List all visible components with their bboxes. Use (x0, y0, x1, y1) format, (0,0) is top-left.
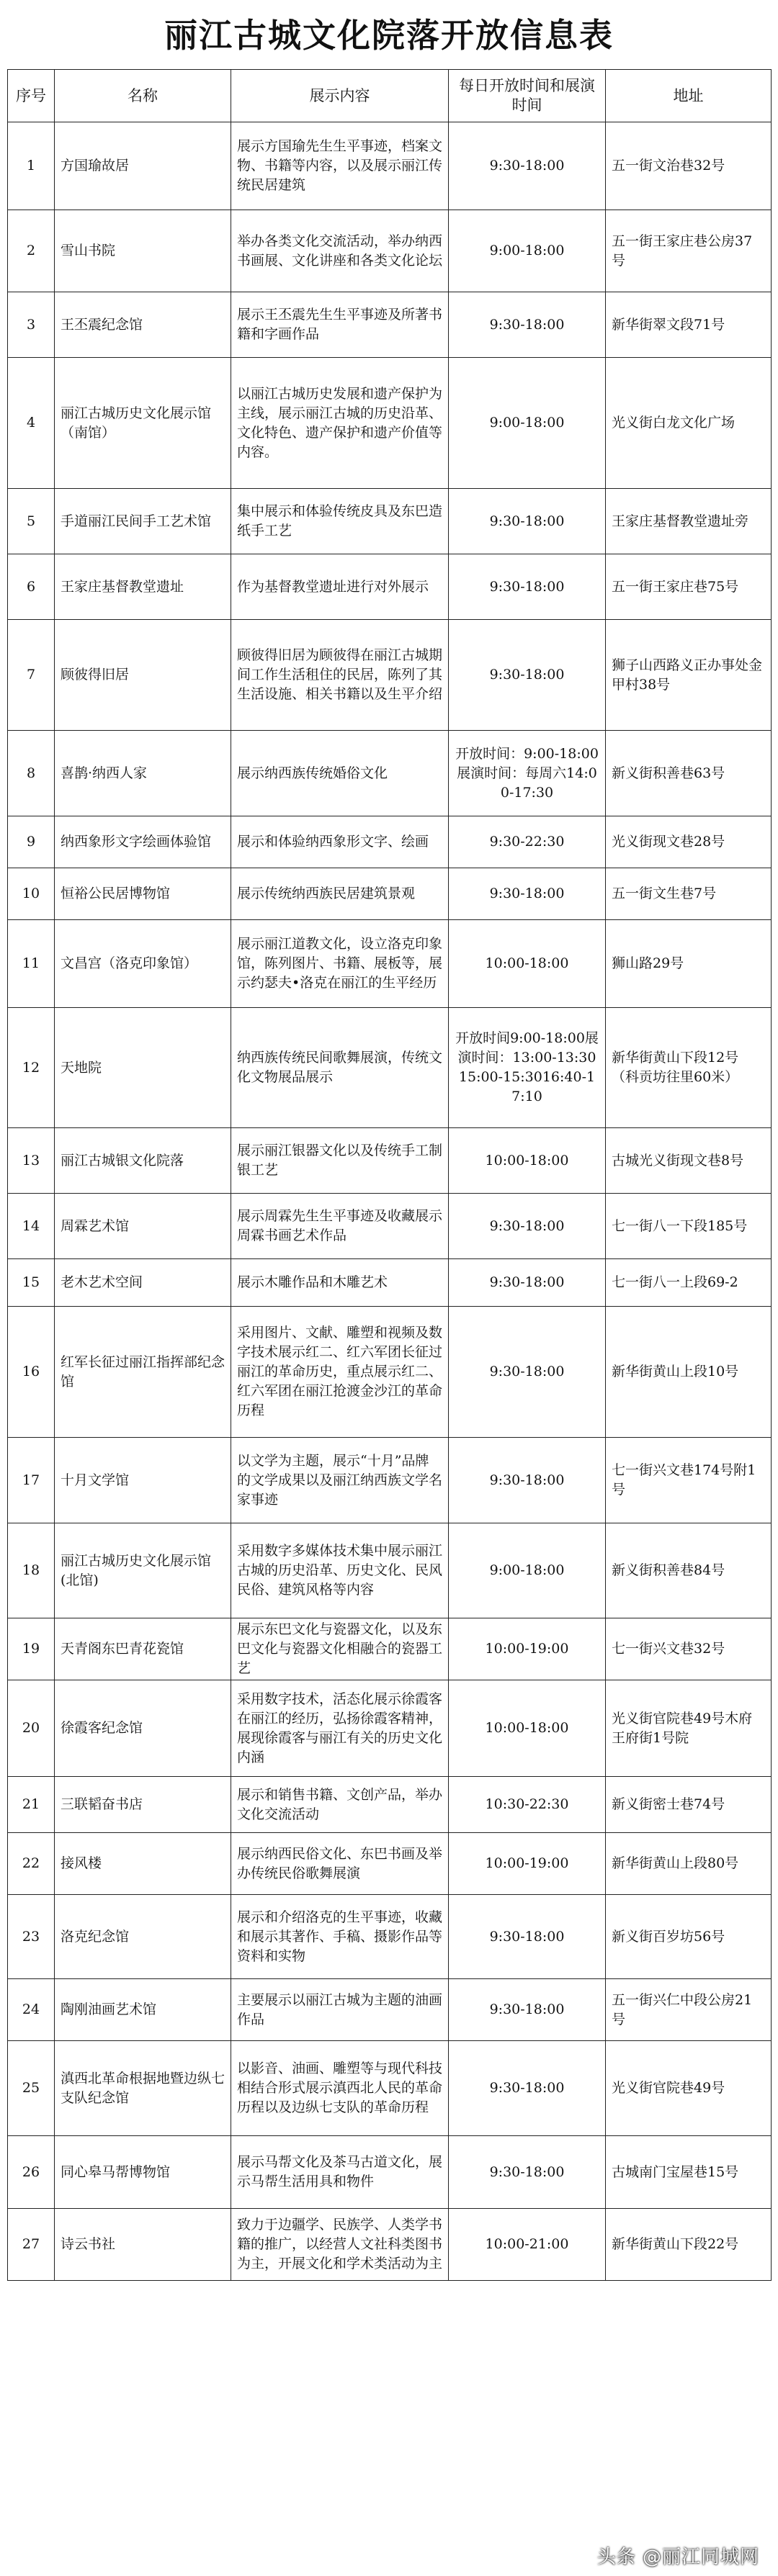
cell-time: 开放时间9:00-18:00展演时间：13:00-13:3015:00-15:3016:40-17:10 (449, 1008, 606, 1128)
cell-name: 手道丽江民间手工艺术馆 (55, 489, 231, 554)
cell-time: 10:00-19:00 (449, 1618, 606, 1680)
table-row (8, 2209, 772, 2281)
cell-desc: 展示丽江道教文化，设立洛克印象馆，陈列图片、书籍、展板等，展示约瑟夫•洛克在丽江的生平经历 (231, 920, 449, 1008)
cell-addr: 新华街黄山下段12号（科贡坊往里60米） (606, 1008, 772, 1128)
cell-no: 3 (8, 292, 55, 358)
cell-time: 9:30-22:30 (449, 816, 606, 868)
cell-addr: 新华街黄山上段10号 (606, 1307, 772, 1438)
cell-time: 9:30-18:00 (449, 1438, 606, 1523)
table-row (8, 1438, 772, 1523)
cell-name: 诗云书社 (55, 2209, 231, 2281)
cell-no: 10 (8, 868, 55, 920)
cell-desc: 以丽江古城历史发展和遗产保护为主线，展示丽江古城的历史沿革、文化特色、遗产保护和遗产价值等内容。 (231, 358, 449, 489)
cell-desc: 以影音、油画、雕塑等与现代科技相结合形式展示滇西北人民的革命历程以及边纵七支队的革命历程 (231, 2041, 449, 2136)
cell-desc: 顾彼得旧居为顾彼得在丽江古城期间工作生活租住的民居，陈列了其生活设施、相关书籍以及生平介绍 (231, 620, 449, 731)
info-table (7, 69, 772, 2281)
cell-desc: 展示王丕震先生生平事迹及所著书籍和字画作品 (231, 292, 449, 358)
table-row (8, 920, 772, 1008)
table-row (8, 1008, 772, 1128)
cell-name: 纳西象形文字绘画体验馆 (55, 816, 231, 868)
cell-addr: 七一街兴文巷174号附1号 (606, 1438, 772, 1523)
cell-desc: 以文学为主题，展示“十月”品牌的文学成果以及丽江纳西族文学名家事迹 (231, 1438, 449, 1523)
cell-no: 8 (8, 731, 55, 816)
cell-name: 文昌宫（洛克印象馆） (55, 920, 231, 1008)
table-row (8, 292, 772, 358)
cell-desc: 纳西族传统民间歌舞展演，传统文化文物展品展示 (231, 1008, 449, 1128)
cell-time: 9:30-18:00 (449, 2136, 606, 2209)
cell-addr: 五一街王家庄巷公房37号 (606, 210, 772, 292)
cell-no: 26 (8, 2136, 55, 2209)
cell-time: 9:30-18:00 (449, 1895, 606, 1979)
cell-no: 22 (8, 1833, 55, 1895)
cell-desc: 展示方国瑜先生生平事迹，档案文物、书籍等内容，以及展示丽江传统民居建筑 (231, 122, 449, 210)
cell-desc: 致力于边疆学、民族学、人类学书籍的推广，以经营人文社科类图书为主，开展文化和学术类活动为主 (231, 2209, 449, 2281)
cell-desc: 展示东巴文化与瓷器文化，以及东巴文化与瓷器文化相融合的瓷器工艺 (231, 1618, 449, 1680)
cell-no: 9 (8, 816, 55, 868)
cell-addr: 新华街翠文段71号 (606, 292, 772, 358)
cell-time: 9:00-18:00 (449, 210, 606, 292)
cell-name: 十月文学馆 (55, 1438, 231, 1523)
cell-name: 王丕震纪念馆 (55, 292, 231, 358)
cell-no: 11 (8, 920, 55, 1008)
table-row (8, 1680, 772, 1777)
cell-name: 丽江古城银文化院落 (55, 1128, 231, 1194)
header-desc: 展示内容 (231, 70, 449, 122)
cell-addr: 古城光义街现文巷8号 (606, 1128, 772, 1194)
header-row (8, 70, 772, 122)
cell-name: 老木艺术空间 (55, 1259, 231, 1307)
cell-no: 17 (8, 1438, 55, 1523)
cell-addr: 五一街王家庄巷75号 (606, 554, 772, 620)
cell-desc: 展示传统纳西族民居建筑景观 (231, 868, 449, 920)
cell-desc: 展示和介绍洛克的生平事迹，收藏和展示其著作、手稿、摄影作品等资料和实物 (231, 1895, 449, 1979)
table-row (8, 731, 772, 816)
header-addr: 地址 (606, 70, 772, 122)
table-row (8, 868, 772, 920)
cell-name: 三联韬奋书店 (55, 1777, 231, 1833)
cell-addr: 新义街积善巷63号 (606, 731, 772, 816)
cell-no: 4 (8, 358, 55, 489)
table-row (8, 2136, 772, 2209)
cell-desc: 主要展示以丽江古城为主题的油画作品 (231, 1979, 449, 2041)
cell-no: 13 (8, 1128, 55, 1194)
cell-desc: 展示纳西族传统婚俗文化 (231, 731, 449, 816)
cell-desc: 举办各类文化交流活动，举办纳西书画展、文化讲座和各类文化论坛 (231, 210, 449, 292)
cell-time: 9:00-18:00 (449, 1523, 606, 1618)
cell-time: 9:00-18:00 (449, 358, 606, 489)
table-row (8, 1259, 772, 1307)
cell-time: 9:30-18:00 (449, 1259, 606, 1307)
cell-addr: 七一街八一下段185号 (606, 1194, 772, 1259)
cell-no: 2 (8, 210, 55, 292)
cell-name: 方国瑜故居 (55, 122, 231, 210)
cell-name: 徐霞客纪念馆 (55, 1680, 231, 1777)
cell-time: 9:30-18:00 (449, 868, 606, 920)
cell-desc: 采用数字技术，活态化展示徐霞客在丽江的经历，弘扬徐霞客精神，展现徐霞客与丽江有关的历史文化内涵 (231, 1680, 449, 1777)
cell-addr: 狮山路29号 (606, 920, 772, 1008)
cell-desc: 采用数字多媒体技术集中展示丽江古城的历史沿革、历史文化、民风民俗、建筑风格等内容 (231, 1523, 449, 1618)
page-title: 丽江古城文化院落开放信息表 (164, 16, 614, 55)
cell-time: 10:00-18:00 (449, 1680, 606, 1777)
cell-desc: 展示和体验纳西象形文字、绘画 (231, 816, 449, 868)
cell-addr: 新华街黄山下段22号 (606, 2209, 772, 2281)
cell-name: 周霖艺术馆 (55, 1194, 231, 1259)
cell-time: 9:30-18:00 (449, 1194, 606, 1259)
table-row (8, 816, 772, 868)
cell-no: 20 (8, 1680, 55, 1777)
cell-time: 10:00-18:00 (449, 1128, 606, 1194)
cell-no: 6 (8, 554, 55, 620)
cell-desc: 展示马帮文化及茶马古道文化，展示马帮生活用具和物件 (231, 2136, 449, 2209)
cell-name: 同心皋马帮博物馆 (55, 2136, 231, 2209)
header-no: 序号 (8, 70, 55, 122)
cell-name: 恒裕公民居博物馆 (55, 868, 231, 920)
cell-addr: 新义街密士巷74号 (606, 1777, 772, 1833)
cell-time: 9:30-18:00 (449, 1307, 606, 1438)
table-row (8, 122, 772, 210)
cell-desc: 展示周霖先生生平事迹及收藏展示周霖书画艺术作品 (231, 1194, 449, 1259)
cell-no: 14 (8, 1194, 55, 1259)
table-row (8, 1128, 772, 1194)
table-row (8, 1777, 772, 1833)
cell-addr: 光义街白龙文化广场 (606, 358, 772, 489)
cell-time: 10:00-18:00 (449, 920, 606, 1008)
table-row (8, 1523, 772, 1618)
header-time: 每日开放时间和展演时间 (449, 70, 606, 122)
cell-no: 24 (8, 1979, 55, 2041)
cell-addr: 光义街官院巷49号 (606, 2041, 772, 2136)
cell-name: 接风楼 (55, 1833, 231, 1895)
cell-desc: 作为基督教堂遗址进行对外展示 (231, 554, 449, 620)
cell-desc: 采用图片、文献、雕塑和视频及数字技术展示红二、红六军团长征过丽江的革命历史，重点展示红二、红六军团在丽江抢渡金沙江的革命历程 (231, 1307, 449, 1438)
cell-time: 9:30-18:00 (449, 292, 606, 358)
cell-no: 12 (8, 1008, 55, 1128)
cell-desc: 展示丽江银器文化以及传统手工制银工艺 (231, 1128, 449, 1194)
table-row (8, 489, 772, 554)
cell-time: 9:30-18:00 (449, 620, 606, 731)
cell-name: 红军长征过丽江指挥部纪念馆 (55, 1307, 231, 1438)
cell-no: 25 (8, 2041, 55, 2136)
cell-time: 开放时间：9:00-18:00展演时间：每周六14:00-17:30 (449, 731, 606, 816)
cell-desc: 集中展示和体验传统皮具及东巴造纸手工艺 (231, 489, 449, 554)
cell-time: 10:00-19:00 (449, 1833, 606, 1895)
cell-time: 10:00-21:00 (449, 2209, 606, 2281)
cell-time: 9:30-18:00 (449, 554, 606, 620)
table-row (8, 554, 772, 620)
cell-no: 5 (8, 489, 55, 554)
cell-time: 10:30-22:30 (449, 1777, 606, 1833)
cell-name: 洛克纪念馆 (55, 1895, 231, 1979)
watermark: 头条 @丽江同城网 (596, 2546, 759, 2568)
cell-no: 21 (8, 1777, 55, 1833)
cell-addr: 王家庄基督教堂遗址旁 (606, 489, 772, 554)
cell-time: 9:30-18:00 (449, 1979, 606, 2041)
cell-name: 雪山书院 (55, 210, 231, 292)
cell-addr: 五一街兴仁中段公房21号 (606, 1979, 772, 2041)
cell-no: 7 (8, 620, 55, 731)
cell-addr: 光义街现文巷28号 (606, 816, 772, 868)
table-row (8, 1895, 772, 1979)
cell-addr: 五一街文生巷7号 (606, 868, 772, 920)
cell-addr: 古城南门宝屋巷15号 (606, 2136, 772, 2209)
cell-addr: 光义街官院巷49号木府王府街1号院 (606, 1680, 772, 1777)
cell-addr: 七一街八一上段69-2 (606, 1259, 772, 1307)
cell-addr: 五一街文治巷32号 (606, 122, 772, 210)
cell-desc: 展示和销售书籍、文创产品，举办文化交流活动 (231, 1777, 449, 1833)
cell-addr: 狮子山西路义正办事处金甲村38号 (606, 620, 772, 731)
cell-desc: 展示木雕作品和木雕艺术 (231, 1259, 449, 1307)
cell-no: 1 (8, 122, 55, 210)
cell-addr: 七一街兴文巷32号 (606, 1618, 772, 1680)
cell-name: 天青阁东巴青花瓷馆 (55, 1618, 231, 1680)
cell-addr: 新义街百岁坊56号 (606, 1895, 772, 1979)
cell-name: 天地院 (55, 1008, 231, 1128)
cell-name: 滇西北革命根据地暨边纵七支队纪念馆 (55, 2041, 231, 2136)
cell-name: 王家庄基督教堂遗址 (55, 554, 231, 620)
table-row (8, 2041, 772, 2136)
table-row (8, 1833, 772, 1895)
cell-name: 丽江古城历史文化展示馆(北馆) (55, 1523, 231, 1618)
cell-no: 23 (8, 1895, 55, 1979)
cell-no: 15 (8, 1259, 55, 1307)
cell-name: 喜鹊·纳西人家 (55, 731, 231, 816)
table-row (8, 210, 772, 292)
cell-no: 18 (8, 1523, 55, 1618)
header-name: 名称 (55, 70, 231, 122)
cell-time: 9:30-18:00 (449, 2041, 606, 2136)
cell-name: 丽江古城历史文化展示馆（南馆） (55, 358, 231, 489)
cell-name: 陶刚油画艺术馆 (55, 1979, 231, 2041)
cell-addr: 新华街黄山上段80号 (606, 1833, 772, 1895)
table-row (8, 1618, 772, 1680)
cell-no: 19 (8, 1618, 55, 1680)
table-row (8, 1307, 772, 1438)
table-row (8, 1979, 772, 2041)
table-row (8, 620, 772, 731)
cell-addr: 新义街积善巷84号 (606, 1523, 772, 1618)
cell-time: 9:30-18:00 (449, 489, 606, 554)
cell-no: 16 (8, 1307, 55, 1438)
cell-no: 27 (8, 2209, 55, 2281)
table-row (8, 1194, 772, 1259)
table-row (8, 358, 772, 489)
cell-time: 9:30-18:00 (449, 122, 606, 210)
cell-name: 顾彼得旧居 (55, 620, 231, 731)
cell-desc: 展示纳西民俗文化、东巴书画及举办传统民俗歌舞展演 (231, 1833, 449, 1895)
